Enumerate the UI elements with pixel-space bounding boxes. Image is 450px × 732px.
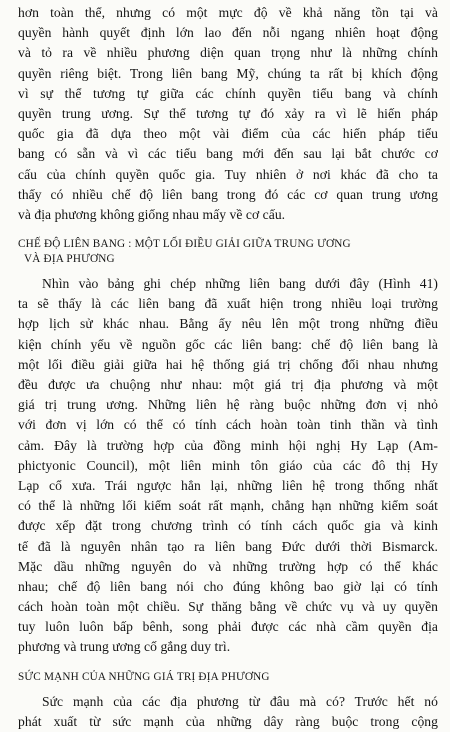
text-line: phương và trung ương cố gắng duy trì. [18,639,231,655]
paragraph [18,3,438,225]
heading-line: SỨC MẠNH CỦA NHỮNG GIÁ TRỊ ĐỊA PHƯƠNG [18,670,270,683]
text-line: cảm. Đây là trường hợp của đồng minh hội nghị Hy Lạp (Am- [18,437,438,453]
text-line: quốc gia đã dựa theo một vài điểm của các hiến pháp tiểu [18,126,438,142]
text-line: tuy luôn luôn bấp bênh, song phải được các nhà cầm quyền địa [18,619,438,635]
text-line: có thể là những lối kiểm soát rất mạnh, chẳng hạn những kiểm soát [18,498,438,514]
text-line: đều được ưa chuộng như nhau: một giá trị địa phương và một [18,377,438,392]
text-line: tế đã là nguyên nhân tạo ra liên bang Đức dưới thời Bismarck. [18,538,438,554]
heading-line: VÀ ĐỊA PHƯƠNG [24,253,115,266]
text-line: với đơn vị lớn có thể có tính cách hoàn toàn tinh thần và tình [18,417,438,433]
text-line: hơn toàn thể, nhưng có một mực độ về khả năng tồn tại và [18,5,438,20]
text-line: Lạp cổ xưa. Trái ngược hẳn lại, những liên hệ trong thống nhất [18,477,438,493]
text-line: hợp lịch sử khác nhau. Bằng ấy nêu lên một trong những điều [18,316,438,332]
text-line: ta sẽ thấy là các liên bang đã xuất hiện trong nhiều loại trường [18,296,438,312]
text-line: một lối điều giải giữa hai hệ thống giá trị chống đối nhau nhưng [18,356,438,372]
text-line: quyền trung ương. Sự thể tương tự đó xảy ra vì lẽ hiến pháp [18,105,438,121]
text-line: và địa phương không giống nhau mấy về cơ cấu. [18,206,286,222]
text-line: vì sự thể tương tự giữa các chính quyền tiểu bang và chính [18,85,438,101]
text-line: Sức mạnh của các địa phương từ đâu mà có? Trước hết nó [42,693,438,709]
text-line: kiện chính yếu về nguồn gốc các liên bang: chế độ liên bang là [18,336,438,352]
section-heading [18,237,438,267]
text-line: nhau; chế độ liên bang nói cho đúng không bao giờ lại có tính [18,578,438,594]
text-line: quyền riêng biệt. Trong liên bang Mỹ, chúng ta rất bị khích động [18,65,438,81]
text-line: thấy có nhiều chế độ liên bang trong đó các cơ quan trung ương [18,186,438,202]
text-line: quyền hành quyết định lớn lao đến nỗi ngang nhiên hoạt động [18,25,438,41]
heading-line: CHẾ ĐỘ LIÊN BANG : MỘT LỐI ĐIỀU GIẢI GIỮA TRUNG ƯƠNG [18,238,351,251]
text-line: phictyonic Council), một liên minh tôn giáo của các đô thị Hy [18,457,438,473]
paragraph [18,692,438,732]
text-line: cách hoàn toàn một chiều. Sự thăng bằng về chức vụ và uy quyền [18,599,438,615]
text-line: được xếp đặt trong chương trình có tính cách quốc gia và kinh [18,518,438,534]
text-line: cấu của chính quyền quốc gia. Tuy nhiên ở nơi khác đã cho ta [18,166,438,182]
text-line: và tỏ ra về nhiều phương diện quan trọng như là những chính [18,45,438,61]
text-line: bang có sẵn và vì các tiểu bang mới đến sau lại bắt chước cơ [18,146,438,162]
text-line: giá trị trung ương. Những liên hệ ràng buộc những đơn vị nhỏ [18,397,438,413]
text-line: phát xuất từ sức mạnh của những dây ràng buộc trong cộng [18,713,438,729]
text-line: Nhìn vào bảng ghi chép những liên bang dưới đây (Hình 41) [42,276,438,292]
text-line: Mặc dầu những nguyên do và những trường hợp có thể khác [18,558,438,574]
paragraph [18,274,438,658]
